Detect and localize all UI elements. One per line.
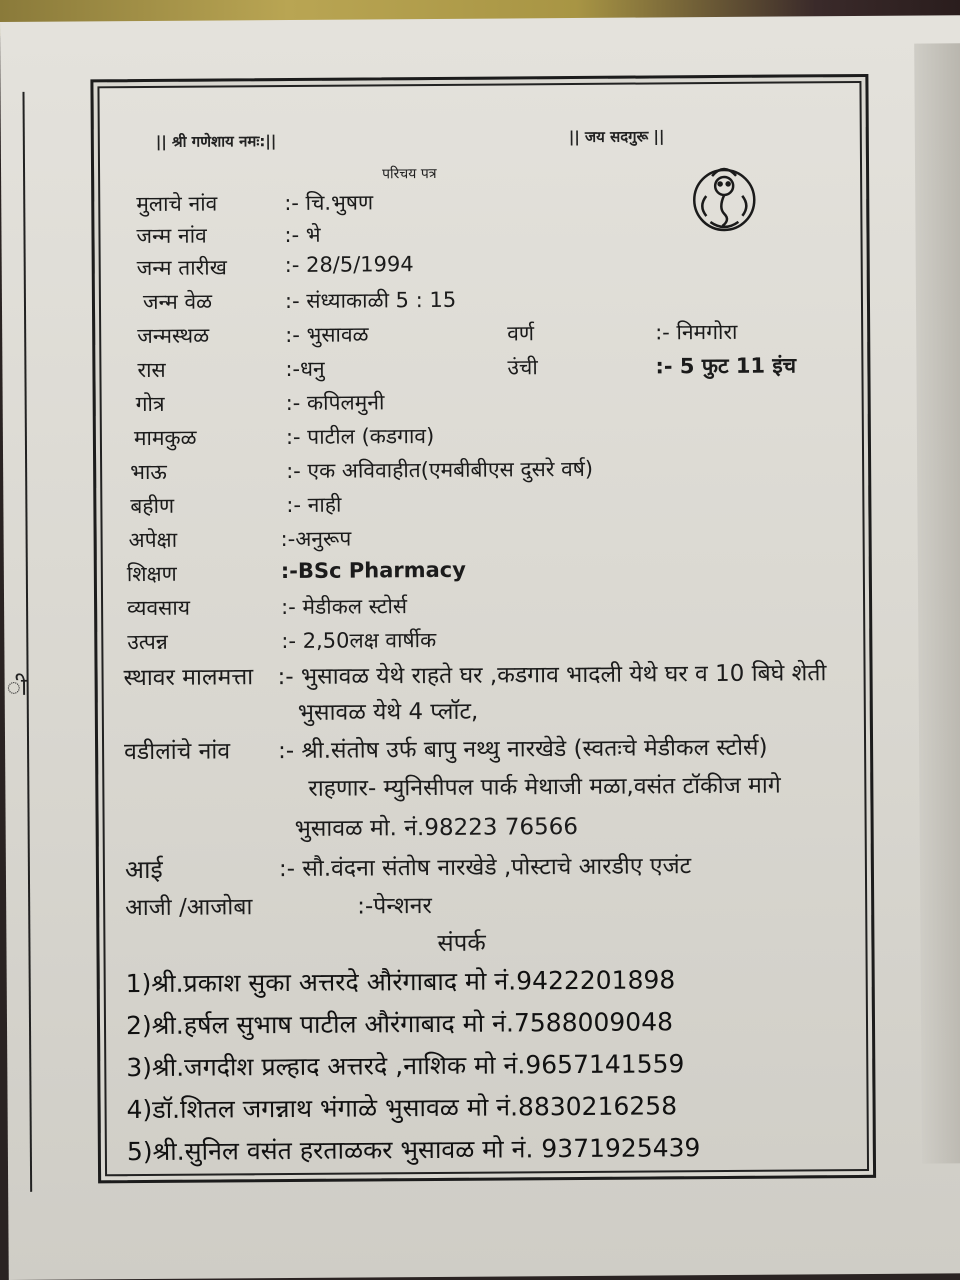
document-frame bbox=[90, 74, 876, 1183]
field-birth-place bbox=[95, 317, 855, 349]
margin-fragment: ी bbox=[6, 672, 28, 701]
field-sister bbox=[96, 487, 856, 519]
field-label: मामकुळ bbox=[133, 425, 197, 451]
field-label: जन्म वेळ bbox=[142, 289, 213, 315]
field-education bbox=[97, 555, 857, 587]
field-rashi bbox=[95, 351, 855, 383]
field-mamkul bbox=[96, 419, 856, 451]
complexion-label: वर्ण bbox=[507, 321, 535, 346]
field-label: आई bbox=[124, 854, 163, 885]
field-label: वडीलांचे नांव bbox=[124, 738, 231, 766]
previous-page-edge bbox=[0, 92, 32, 1192]
field-value: :-धनु bbox=[285, 356, 325, 382]
father-address: राहणार- म्युनिसीपल पार्क मेथाजी मळा,वसंत टॉकीज मागे bbox=[308, 772, 781, 802]
field-value-continued: भुसावळ येथे 4 प्लॉट, bbox=[297, 698, 479, 726]
field-label: व्यवसाय bbox=[127, 595, 191, 621]
field-label: गोत्र bbox=[135, 391, 165, 417]
father-phone: भुसावळ मो. नं.98223 76566 bbox=[294, 813, 579, 842]
field-value: :- भुसावळ bbox=[285, 322, 369, 348]
field-income bbox=[97, 623, 857, 655]
field-value: :- चि.भुषण bbox=[284, 190, 374, 216]
field-label: शिक्षण bbox=[126, 561, 177, 587]
field-label: आजी /आजोबा bbox=[125, 894, 253, 922]
field-label: भाऊ bbox=[130, 459, 167, 485]
field-value: :- 28/5/1994 bbox=[284, 252, 414, 278]
field-father bbox=[98, 729, 858, 842]
field-expectation bbox=[97, 521, 857, 553]
field-label: मुलाचे नांव bbox=[136, 191, 218, 217]
field-value: :-BSc Pharmacy bbox=[280, 557, 466, 584]
complexion-value: :- निमगोरा bbox=[655, 319, 738, 345]
field-value: :- मेडीकल स्टोर्स bbox=[281, 594, 408, 620]
field-gotra bbox=[96, 385, 856, 417]
field-value: :- नाही bbox=[286, 492, 342, 518]
contact-heading: संपर्क bbox=[437, 928, 486, 957]
field-value: :- सौ.वंदना संतोष नारखेडे ,पोस्टाचे आरडीए एजंट bbox=[278, 853, 692, 883]
field-property bbox=[97, 655, 857, 726]
contact-item: 4)डॉ.शितल जगन्नाथ भंगाळे भुसावळ मो नं.8830216258 bbox=[126, 1091, 678, 1125]
field-label: जन्मस्थळ bbox=[137, 323, 210, 349]
biodata-sheet bbox=[0, 15, 960, 1280]
height-label: उंची bbox=[507, 355, 538, 380]
field-brother bbox=[96, 453, 856, 485]
document-subtitle: परिचय पत्र bbox=[382, 165, 437, 183]
field-label: अपेक्षा bbox=[128, 527, 178, 553]
contact-item: 1)श्री.प्रकाश सुका अत्तरदे औरंगाबाद मो नं.9422201898 bbox=[125, 965, 676, 999]
field-label: बहीण bbox=[130, 493, 175, 519]
field-occupation bbox=[97, 589, 857, 621]
field-value: :-अनुरूप bbox=[280, 526, 352, 552]
ganesha-icon bbox=[684, 156, 765, 237]
field-value: :- 2,50लक्ष वार्षीक bbox=[281, 627, 437, 654]
field-label: उत्पन्न bbox=[127, 629, 168, 655]
field-label: जन्म नांव bbox=[136, 223, 207, 249]
header-invocation-left: || श्री गणेशाय नमः:|| bbox=[155, 132, 277, 151]
field-value: :- भे bbox=[284, 222, 321, 248]
field-value: :- संध्याकाळी 5 : 15 bbox=[284, 287, 457, 314]
field-value: :- भुसावळ येथे राहते घर ,कडगाव भादली येथे घर व 10 बिघे शेती bbox=[277, 660, 827, 691]
contact-item: 5)श्री.सुनिल वसंत हरताळकर भुसावळ मो नं. 9371925439 bbox=[126, 1133, 701, 1167]
field-birth-time bbox=[95, 283, 855, 315]
field-value: :- एक अविवाहीत(एमबीबीएस दुसरे वर्ष) bbox=[286, 456, 594, 484]
field-birth-date bbox=[95, 249, 855, 281]
header-invocation-right: || जय सदगुरू || bbox=[568, 127, 665, 147]
contact-item: 2)श्री.हर्षल सुभाष पाटील औरंगाबाद मो नं.7588009048 bbox=[125, 1007, 674, 1041]
field-value: :-पेन्शनर bbox=[357, 893, 432, 920]
field-grandparents bbox=[99, 885, 859, 922]
field-value: :- श्री.संतोष उर्फ बापु नथ्थु नारखेडे (स्वतःचे मेडीकल स्टोर्स) bbox=[278, 734, 768, 765]
field-label: जन्म तारीख bbox=[136, 255, 227, 281]
field-value: :- पाटील (कडगाव) bbox=[285, 423, 435, 450]
page-curl bbox=[914, 43, 960, 1163]
field-mother bbox=[99, 847, 859, 885]
contact-item: 3)श्री.जगदीश प्रल्हाद अत्तरदे ,नाशिक मो नं.9657141559 bbox=[126, 1049, 685, 1083]
field-label: रास bbox=[137, 357, 166, 383]
field-value: :- कपिलमुनी bbox=[285, 390, 385, 416]
height-value: :- 5 फुट 11 इंच bbox=[655, 353, 797, 379]
field-label: स्थावर मालमत्ता bbox=[123, 664, 254, 692]
